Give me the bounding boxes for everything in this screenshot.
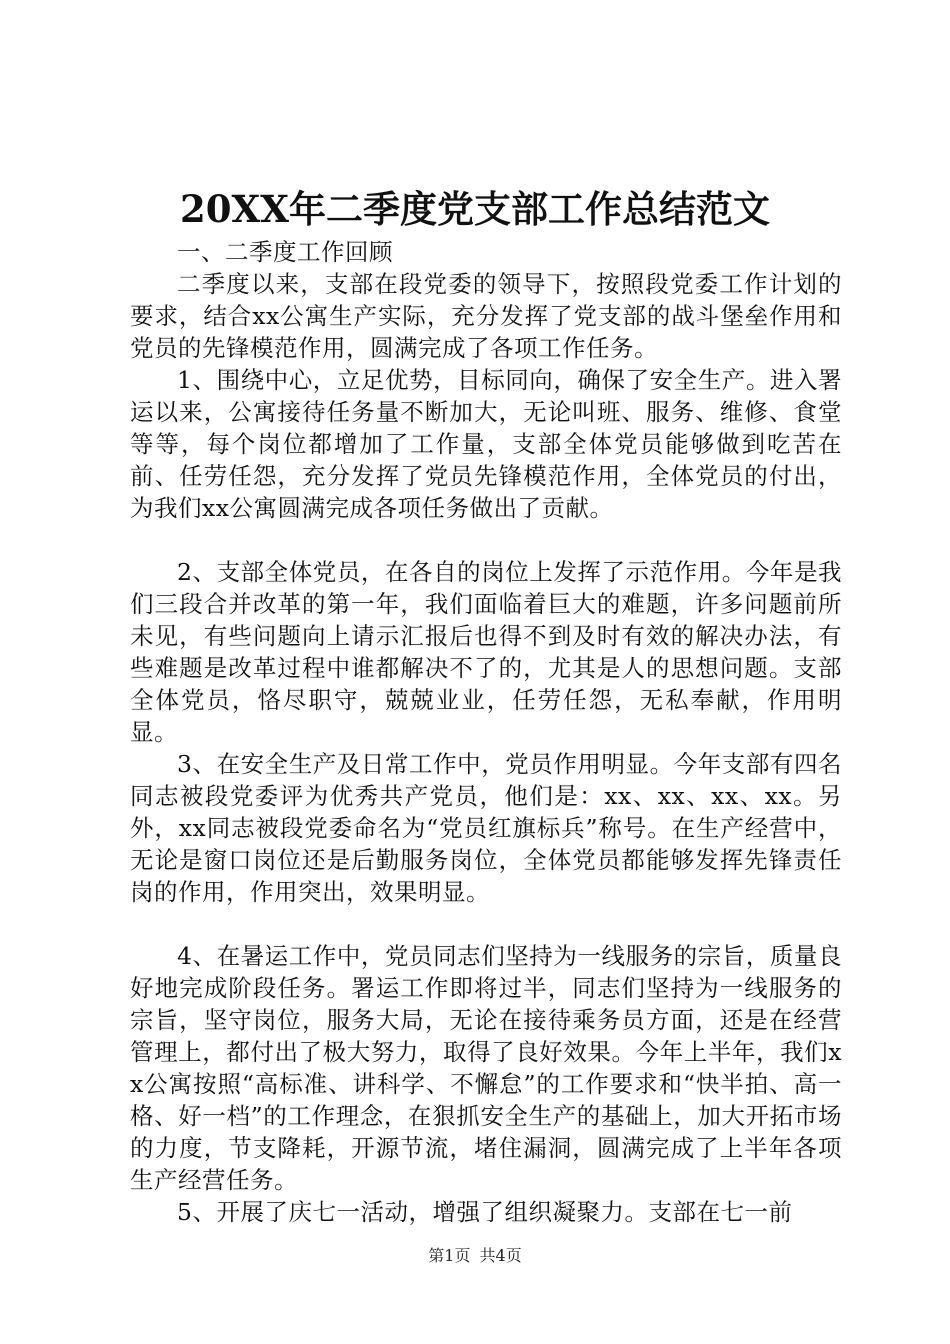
- paragraph-item-5: 5、开展了庆七一活动，增强了组织凝聚力。支部在七一前: [177, 1198, 793, 1226]
- paragraph-intro: 二季度以来，支部在段党委的领导下，按照段党委工作计划的要求，结合xx公寓生产实际，充分发挥了党支部的战斗堡垒作用和党员的先锋模范作用，圆满完成了各项工作任务。: [130, 270, 842, 362]
- page-footer: [0, 1246, 950, 1266]
- page-total: 共4页: [479, 1246, 522, 1265]
- paragraph-item-3: 3、在安全生产及日常工作中，党员作用明显。今年支部有四名同志被段党委评为优秀共产党员，他们是：xx、xx、xx、xx。另外，xx同志被段党委命名为“党员红旗标兵”称号。在生产经营中，无论是窗口岗位还是后勤服务岗位，全体党员都能够发挥先锋责任岗的作用，作用突出，效果明显。: [130, 750, 842, 906]
- paragraph-item-4: 4、在暑运工作中，党员同志们坚持为一线服务的宗旨，质量良好地完成阶段任务。署运工作即将过半，同志们坚持为一线服务的宗旨，坚守岗位，服务大局，无论在接待乘务员方面，还是在经营管理上，都付出了极大努力，取得了良好效果。今年上半年，我们xx公寓按照“高标准、讲科学、不懈怠”的工作要求和“快半拍、高一格、好一档”的工作理念，在狠抓安全生产的基础上，加大开拓市场的力度，节支降耗，开源节流，堵住漏洞，圆满完成了上半年各项生产经营任务。: [130, 942, 842, 1194]
- section-heading: 一、二季度工作回顾: [177, 238, 393, 266]
- page-number: 第1页: [428, 1246, 471, 1265]
- paragraph-item-2: 2、支部全体党员，在各自的岗位上发挥了示范作用。今年是我们三段合并改革的第一年，我们面临着巨大的难题，许多问题前所未见，有些问题向上请示汇报后也得不到及时有效的解决办法，有些难题是改革过程中谁都解决不了的，尤其是人的思想问题。支部全体党员，恪尽职守，兢兢业业，任劳任怨，无私奉献，作用明显。: [130, 558, 842, 746]
- document-body: [130, 236, 842, 1228]
- paragraph-item-1: 1、围绕中心，立足优势，目标同向，确保了安全生产。进入署运以来，公寓接待任务量不断加大，无论叫班、服务、维修、食堂等等，每个岗位都增加了工作量，支部全体党员能够做到吃苦在前、任劳任怨，充分发挥了党员先锋模范作用，全体党员的付出，为我们xx公寓圆满完成各项任务做出了贡献。: [130, 366, 842, 522]
- document-title: 20XX年二季度党支部工作总结范文: [180, 187, 770, 231]
